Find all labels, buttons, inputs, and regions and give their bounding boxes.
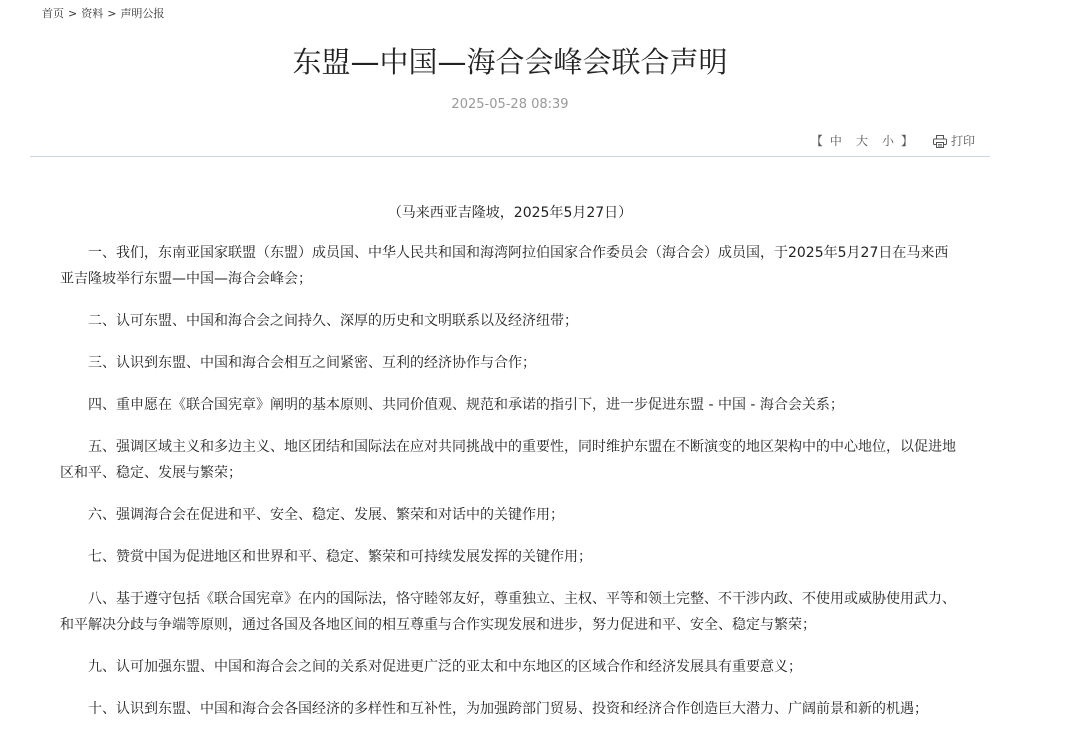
breadcrumb-section-link[interactable]: 资料	[81, 7, 104, 20]
article-paragraph: 五、强调区域主义和多边主义、地区团结和国际法在应对共同挑战中的重要性，同时维护东盟在不断演变的地区架构中的中心地位，以促进地区和平、稳定、发展与繁荣；	[60, 439, 956, 481]
article-paragraph: 一、我们，东南亚国家联盟（东盟）成员国、中华人民共和国和海湾阿拉伯国家合作委员会（海合会）成员国，于2025年5月27日在马来西亚吉隆坡举行东盟—中国—海合会峰会；	[60, 245, 949, 287]
breadcrumb-separator: >	[107, 7, 117, 20]
article-date: 2025-05-28 08:39	[451, 97, 569, 112]
article-paragraph: 七、赞赏中国为促进地区和世界和平、稳定、繁荣和可持续发展发挥的关键作用；	[88, 549, 592, 565]
print-button[interactable]	[933, 132, 975, 150]
font-size-small-button[interactable]: 小	[881, 134, 894, 148]
font-size-large-button[interactable]: 大	[855, 134, 868, 148]
font-size-bracket-open: 【	[810, 134, 823, 148]
article-paragraph: 三、认识到东盟、中国和海合会相互之间紧密、互利的经济协作与合作；	[88, 355, 536, 371]
printer-icon	[933, 135, 947, 148]
font-size-bracket-close: 】	[900, 134, 913, 148]
article-title: 东盟—中国—海合会峰会联合声明	[292, 45, 728, 79]
article-location: （马来西亚吉隆坡，2025年5月27日）	[387, 205, 633, 221]
breadcrumb	[42, 6, 164, 22]
article-paragraph: 九、认可加强东盟、中国和海合会之间的关系对促进更广泛的亚太和中东地区的区域合作和经济发展具有重要意义；	[88, 659, 802, 675]
breadcrumb-current-link[interactable]: 声明公报	[120, 7, 165, 20]
breadcrumb-separator: >	[68, 7, 78, 20]
article-paragraph: 十、认识到东盟、中国和海合会各国经济的多样性和互补性，为加强跨部门贸易、投资和经济合作创造巨大潜力、广阔前景和新的机遇；	[88, 701, 928, 717]
font-size-medium-button[interactable]: 中	[829, 134, 842, 148]
article-paragraph: 六、强调海合会在促进和平、安全、稳定、发展、繁荣和对话中的关键作用；	[88, 507, 564, 523]
article-body	[60, 200, 960, 738]
print-label: 打印	[950, 134, 975, 148]
article-paragraph: 四、重申愿在《联合国宪章》阐明的基本原则、共同价值观、规范和承诺的指引下，进一步促进东盟 - 中国 - 海合会关系；	[88, 397, 844, 413]
article-paragraph: 八、基于遵守包括《联合国宪章》在内的国际法，恪守睦邻友好，尊重独立、主权、平等和领土完整、不干涉内政、不使用或威胁使用武力、和平解决分歧与争端等原则，通过各国及各地区间的相互尊重与合作实现发展和进步，努力促进和平、安全、稳定与繁荣；	[60, 591, 956, 633]
article-paragraph: 二、认可东盟、中国和海合会之间持久、深厚的历史和文明联系以及经济纽带；	[88, 313, 578, 329]
breadcrumb-home-link[interactable]: 首页	[42, 7, 64, 20]
article-tools	[811, 132, 975, 150]
header-divider	[30, 156, 990, 157]
